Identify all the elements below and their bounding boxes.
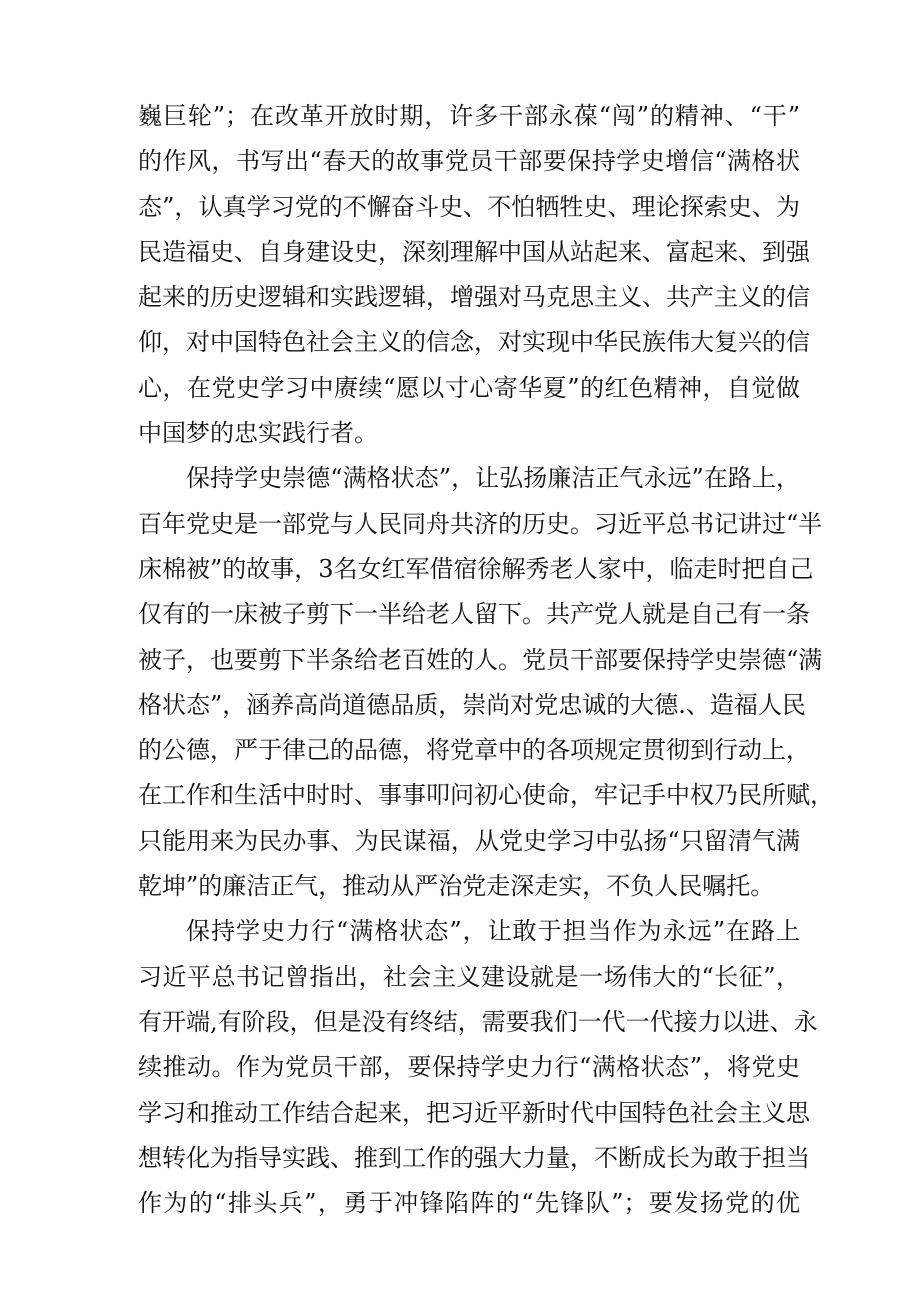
text-line: 的公德，严于律己的品德，将党章中的各项规定贯彻到行动上， bbox=[138, 736, 810, 765]
text-line: 保持学史力行“满格状态”，让敢于担当作为永远”在路上 bbox=[186, 917, 800, 946]
text-line: 被子，也要剪下半条给老百姓的人。党员干部要保持学史崇德“满 bbox=[138, 645, 823, 674]
text-line: 习近平总书记曾指出，社会主义建设就是一场伟大的“长征”， bbox=[138, 962, 800, 991]
text-line: 保持学史崇德“满格状态”，让弘扬廉洁正气永远”在路上， bbox=[186, 464, 800, 493]
text-line: 只能用来为民办事、为民谋福，从党史学习中弘扬“只留清气满 bbox=[138, 826, 800, 855]
text-line: 心，在党史学习中赓续“愿以寸心寄华夏”的红色精神，自觉做 bbox=[138, 373, 800, 402]
text-line: 民造福史、自身建设史，深刻理解中国从站起来、富起来、到强 bbox=[138, 237, 810, 266]
text-line: 格状态”，涵养高尚道德品质，崇尚对党忠诚的大德.、造福人民 bbox=[138, 690, 806, 719]
text-line: 在工作和生活中时时、事事叩问初心使命，牢记手中权乃民所赋， bbox=[138, 781, 834, 810]
text-line: 的作风，书写出“春天的故事党员干部要保持学史增信“满格状 bbox=[138, 147, 800, 176]
paragraph-1 bbox=[138, 94, 810, 456]
document-body bbox=[138, 94, 834, 1226]
text-line: 态”，认真学习党的不懈奋斗史、不怕牺牲史、理论探索史、为 bbox=[138, 192, 800, 221]
text-line: 学习和推动工作结合起来，把习近平新时代中国特色社会主义思 bbox=[138, 1098, 810, 1127]
text-line: 起来的历史逻辑和实践逻辑，增强对马克思主义、共产主义的信 bbox=[138, 283, 810, 312]
text-line: 床棉被”的故事，3名女红军借宿徐解秀老人家中，临走时把自己 bbox=[138, 554, 814, 583]
text-line: 有开端,有阶段，但是没有终结，需要我们一代一代接力以进、永 bbox=[138, 1007, 818, 1036]
text-line: 仰，对中国特色社会主义的信念，对实现中华民族伟大复兴的信 bbox=[138, 328, 810, 357]
text-line: 作为的“排头兵”，勇于冲锋陷阵的“先锋队”；要发扬党的优 bbox=[138, 1189, 800, 1218]
text-line: 续推动。作为党员干部，要保持学史力行“满格状态”，将党史 bbox=[138, 1053, 800, 1082]
text-line: 仅有的一床被子剪下一半给老人留下。共产党人就是自己有一条 bbox=[138, 600, 810, 629]
paragraph-3 bbox=[138, 909, 818, 1226]
text-line: 中国梦的忠实践行者。 bbox=[138, 419, 378, 448]
text-line: 巍巨轮”；在改革开放时期，许多干部永葆“闯”的精神、“干” bbox=[138, 102, 800, 130]
text-line: 想转化为指导实践、推到工作的强大力量，不断成长为敢于担当 bbox=[138, 1143, 810, 1172]
paragraph-2 bbox=[138, 456, 834, 909]
text-line: 百年党史是一部党与人民同舟共济的历史。习近平总书记讲过“半 bbox=[138, 509, 823, 538]
text-line: 乾坤”的廉洁正气，推动从严治党走深走实，不负人民嘱托。 bbox=[138, 872, 775, 901]
